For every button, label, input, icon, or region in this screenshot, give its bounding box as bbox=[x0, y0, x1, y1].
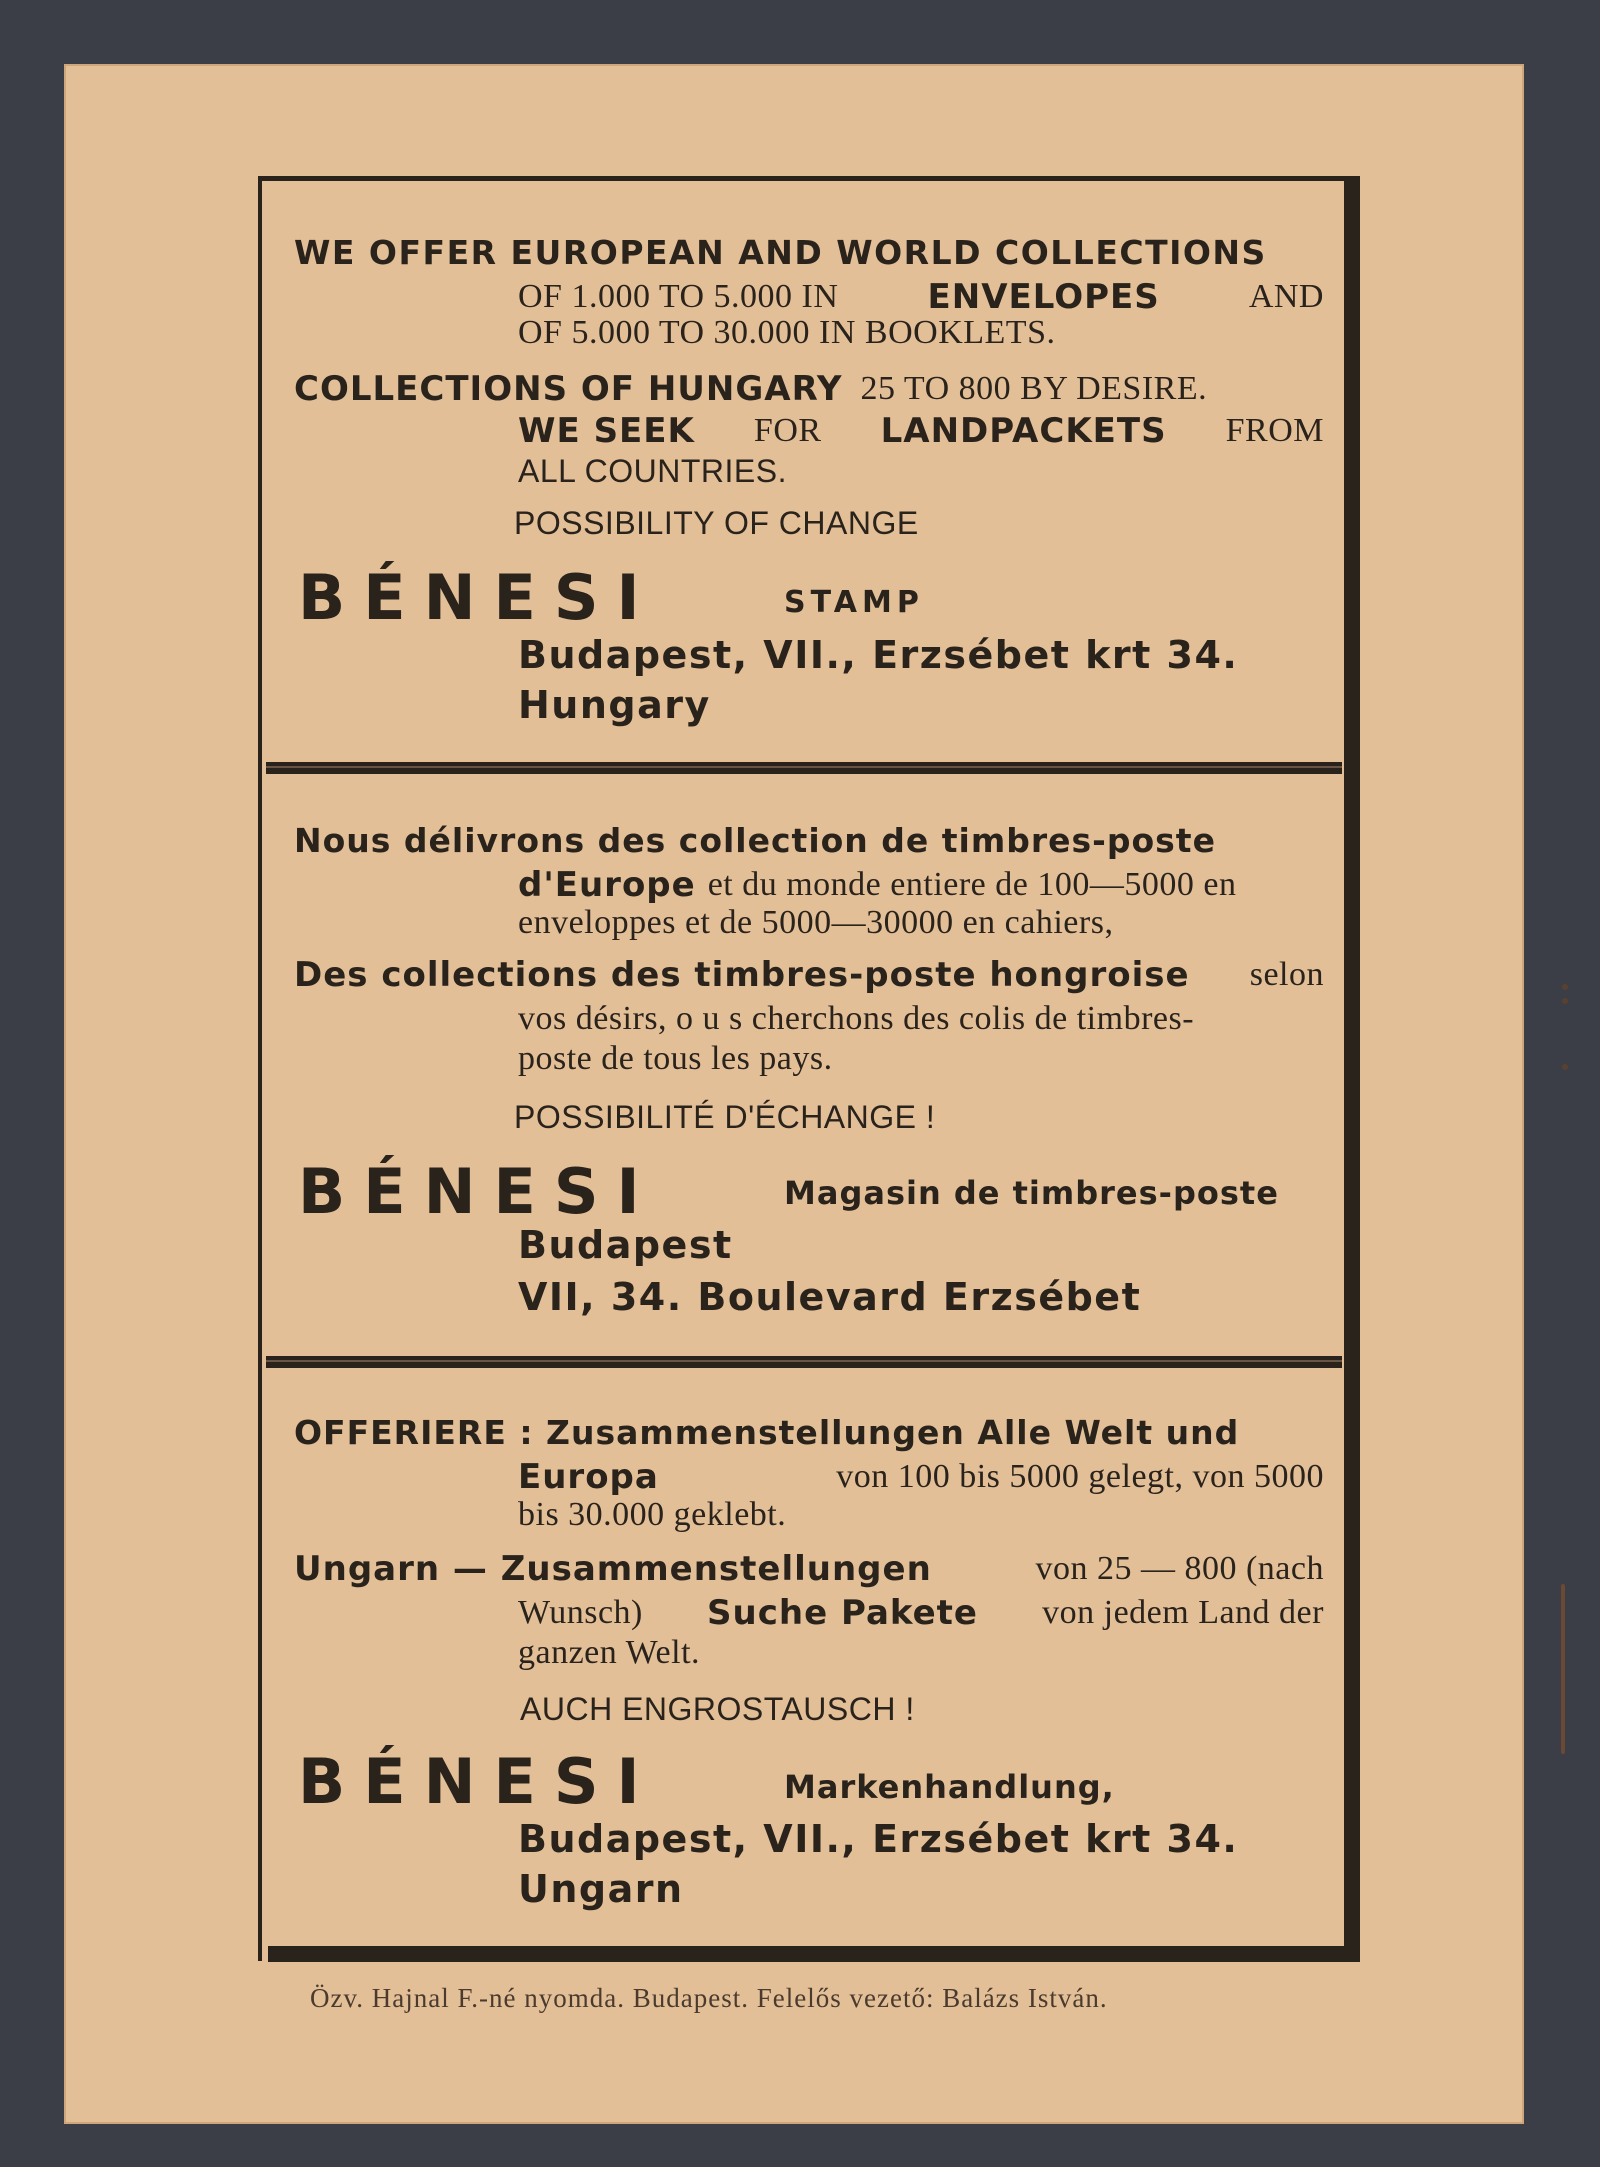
german-country: Ungarn bbox=[518, 1867, 684, 1911]
french-headline: Nous délivrons des collection de timbres-poste bbox=[294, 821, 1216, 860]
english-country: Hungary bbox=[518, 683, 711, 727]
staple-mark bbox=[1561, 1584, 1565, 1754]
section-divider bbox=[266, 762, 1342, 774]
french-line-3: enveloppes et de 5000—30000 en cahiers, bbox=[518, 904, 1114, 941]
spine-dot bbox=[1562, 998, 1568, 1004]
spine-dot bbox=[1562, 1064, 1568, 1070]
french-city: Budapest bbox=[518, 1223, 733, 1267]
printer-imprint: Özv. Hajnal F.-né nyomda. Budapest. Felelős vezető: Balázs István. bbox=[310, 1983, 1108, 2013]
german-line-6: ganzen Welt. bbox=[518, 1634, 701, 1671]
french-line-6: poste de tous les pays. bbox=[518, 1040, 833, 1077]
english-line-2: OF 1.000 TO 5.000 IN ENVELOPES AND bbox=[518, 277, 1324, 317]
german-address: Budapest, VII., Erzsébet krt 34. bbox=[518, 1817, 1239, 1861]
french-brand-logo: BÉNESI bbox=[298, 1155, 658, 1228]
french-line-2: d'Europe et du monde entiere de 100—5000 en bbox=[518, 865, 1237, 905]
german-brand-logo: BÉNESI bbox=[298, 1745, 658, 1818]
english-line-5: WE SEEK FOR LANDPACKETS FROM bbox=[518, 411, 1324, 451]
english-headline: WE OFFER EUROPEAN AND WORLD COLLECTIONS bbox=[294, 233, 1267, 272]
section-divider bbox=[266, 1356, 1342, 1368]
german-line-5: Wunsch) Suche Pakete von jedem Land der bbox=[518, 1593, 1324, 1633]
german-line-4: Ungarn — Zusammenstellungen von 25 — 800 (nach bbox=[294, 1549, 1324, 1589]
frame-shadow-bottom bbox=[268, 1946, 1360, 1962]
english-brand-sub: STAMP bbox=[784, 585, 924, 620]
french-address: VII, 34. Boulevard Erzsébet bbox=[518, 1275, 1142, 1319]
english-change-note: POSSIBILITY OF CHANGE bbox=[514, 505, 919, 541]
french-line-5: vos désirs, o u s cherchons des colis de timbres- bbox=[518, 1000, 1195, 1037]
english-address: Budapest, VII., Erzsébet krt 34. bbox=[518, 633, 1239, 677]
spine-dot bbox=[1562, 984, 1568, 990]
english-line-4: COLLECTIONS OF HUNGARY 25 TO 800 BY DESIRE. bbox=[294, 369, 1208, 409]
german-exchange-note: AUCH ENGROSTAUSCH ! bbox=[520, 1691, 915, 1727]
german-line-3: bis 30.000 geklebt. bbox=[518, 1496, 787, 1533]
english-line-6: ALL COUNTRIES. bbox=[518, 453, 787, 489]
english-brand-logo: BÉNESI bbox=[298, 561, 658, 634]
french-brand-sub: Magasin de timbres-poste bbox=[784, 1174, 1279, 1212]
french-line-4: Des collections des timbres-poste hongroise selon bbox=[294, 955, 1324, 995]
german-line-2: Europa von 100 bis 5000 gelegt, von 5000 bbox=[518, 1457, 1324, 1497]
german-brand-sub: Markenhandlung, bbox=[784, 1768, 1115, 1806]
frame-shadow-right bbox=[1344, 176, 1360, 1956]
german-headline: OFFERIERE : Zusammenstellungen Alle Welt und bbox=[294, 1413, 1240, 1452]
french-change-note: POSSIBILITÉ D'ÉCHANGE ! bbox=[514, 1099, 936, 1135]
english-line-3: OF 5.000 TO 30.000 IN BOOKLETS. bbox=[518, 314, 1056, 351]
